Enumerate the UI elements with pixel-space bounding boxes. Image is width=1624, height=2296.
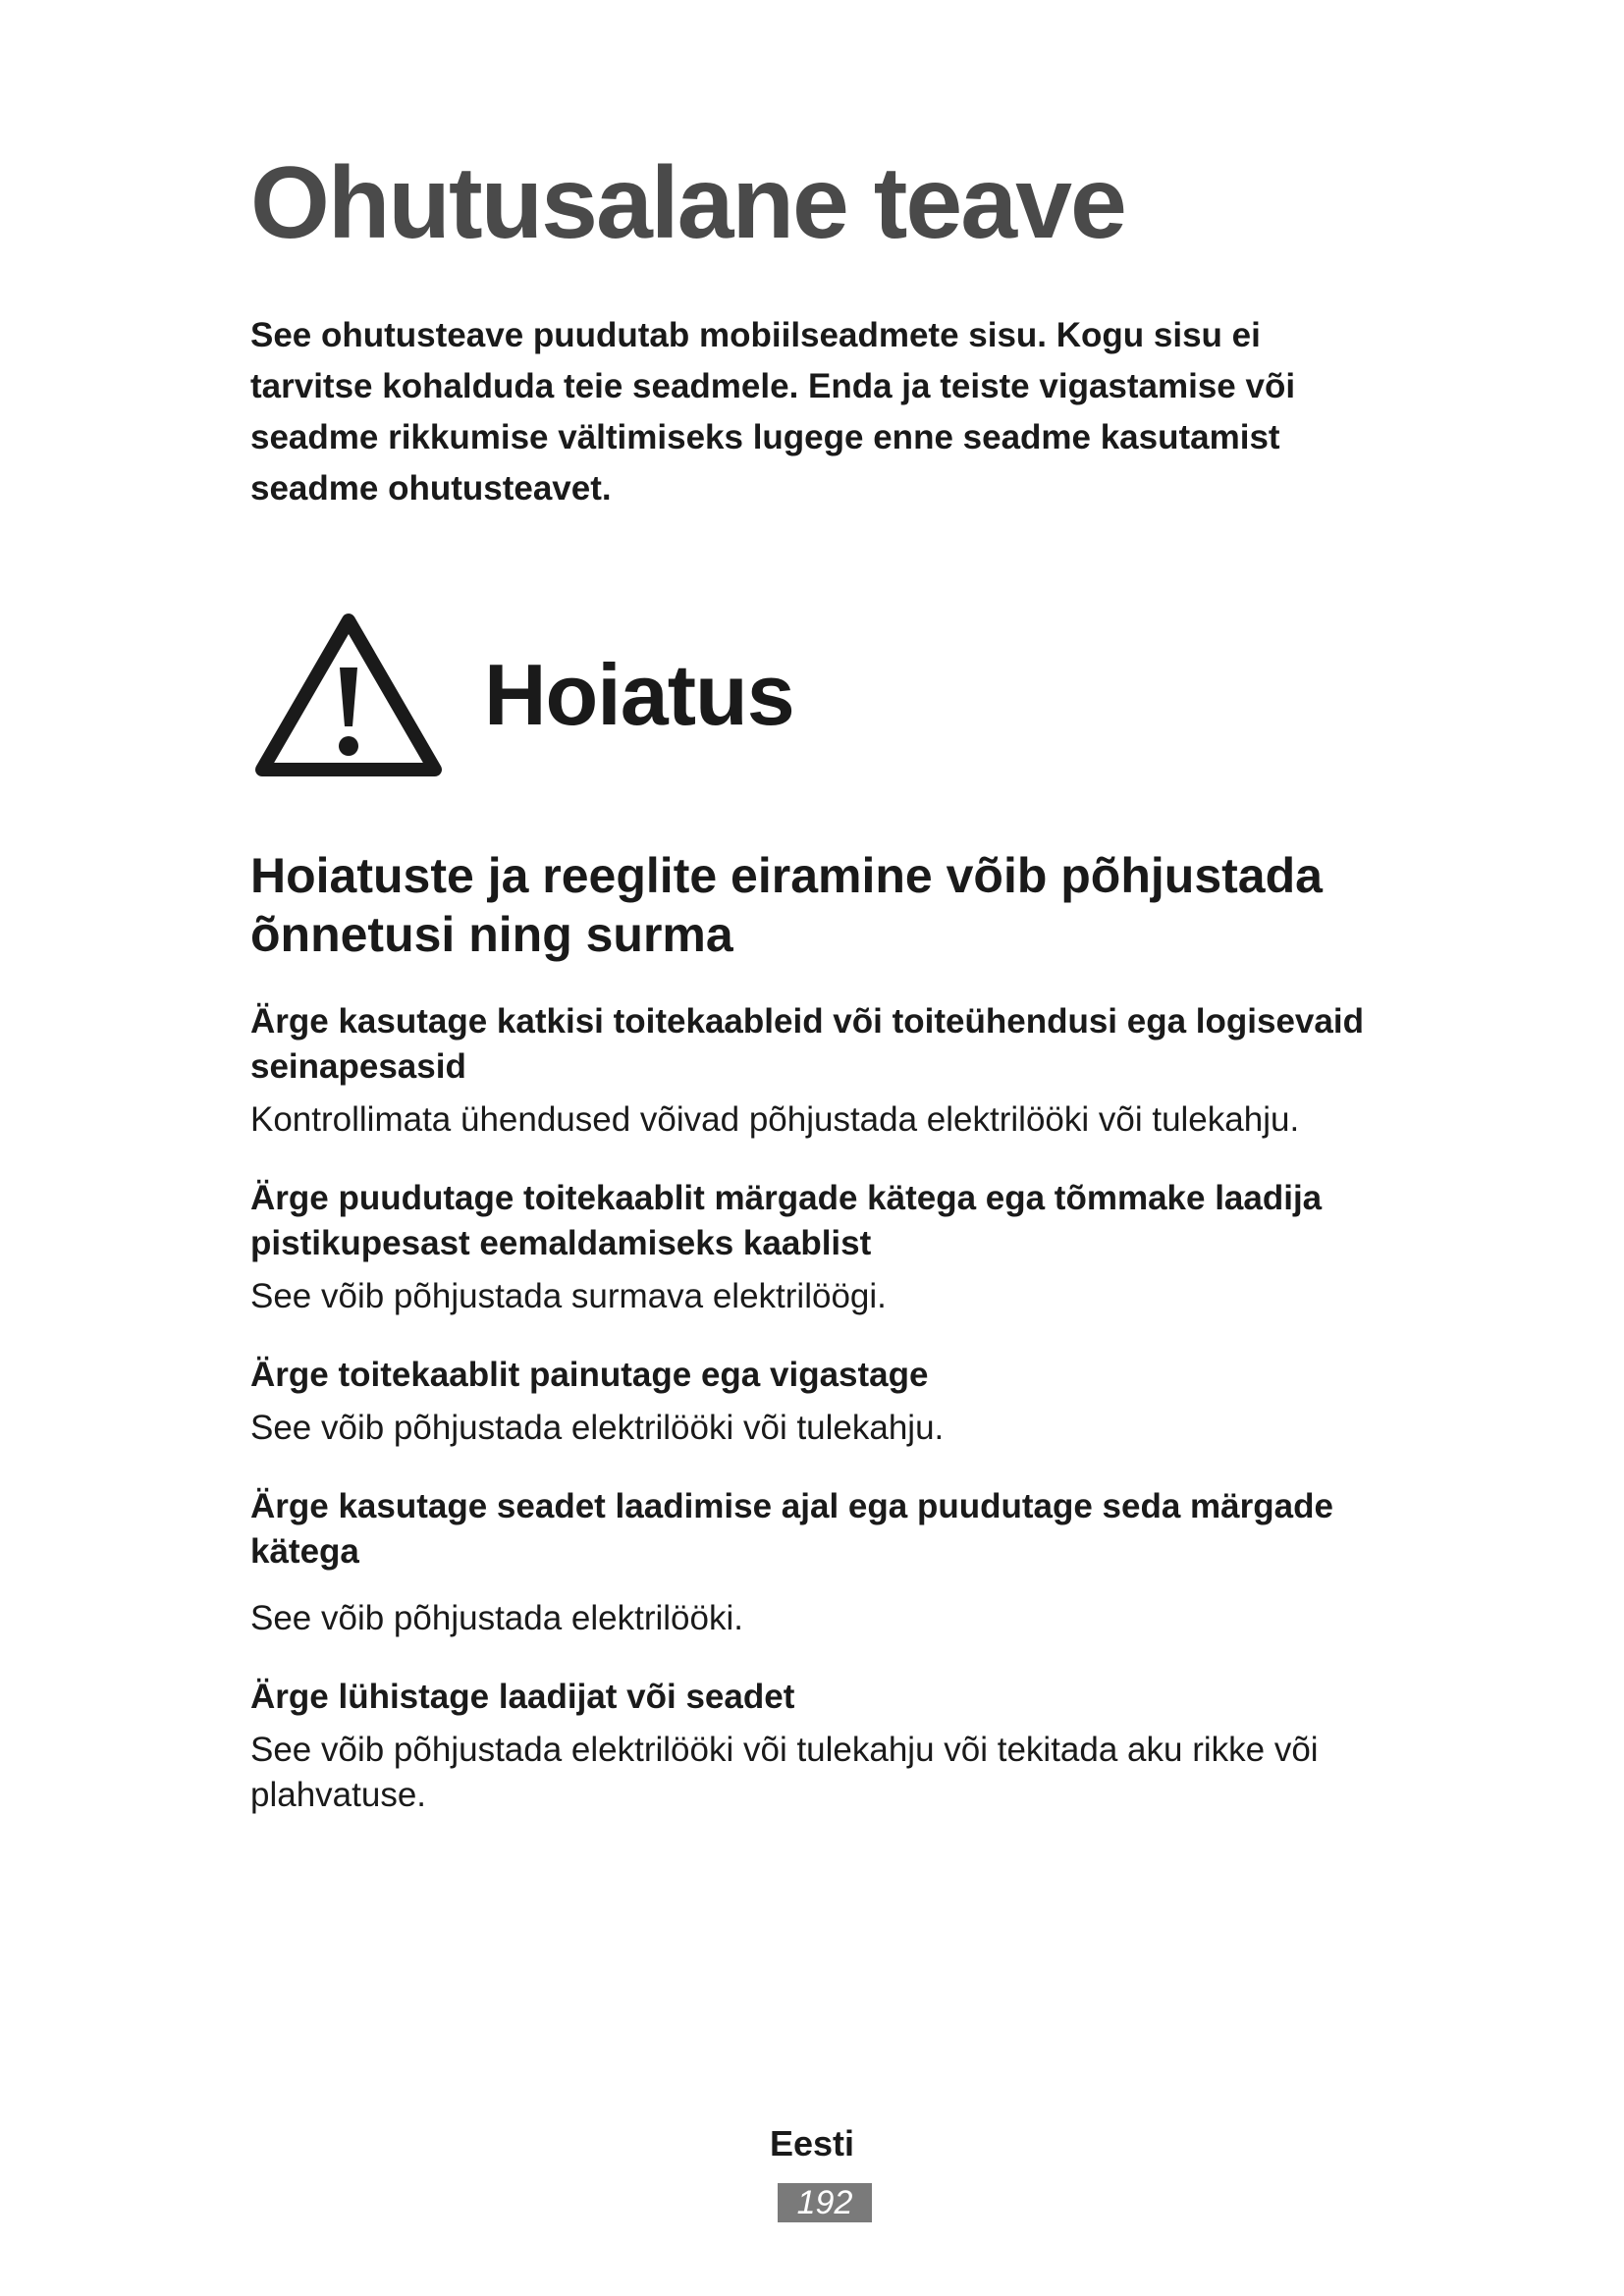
rule-item (250, 1675, 1389, 1818)
warning-header (250, 607, 794, 783)
warning-triangle-icon (250, 607, 447, 783)
rule-item (250, 999, 1389, 1143)
footer-language: Eesti (769, 2123, 855, 2163)
intro-paragraph: See ohutusteave puudutab mobiilseadmete sisu. Kogu sisu ei tarvitse kohalduda teie seadmele. Enda ja teiste vigastamise või seadme rikkumise vältimiseks lugege enne seadme kasutamist seadme ohutusteavet. (250, 316, 1296, 507)
rule-item (250, 1176, 1389, 1319)
rule-body: See võib põhjustada elektrilööki või tulekahju või tekitada aku rikke või plahvatuse. (250, 1731, 1319, 1814)
rule-body: See võib põhjustada elektrilööki või tulekahju. (250, 1409, 945, 1447)
rules-list (250, 999, 1389, 1851)
rule-heading: Ärge kasutage katkisi toitekaableid või toiteühendusi ega logisevaid seinapesasid (250, 1002, 1364, 1086)
rule-body: See võib põhjustada elektrilööki. (250, 1599, 743, 1637)
rule-heading: Ärge lühistage laadijat või seadet (250, 1678, 795, 1716)
page-title: Ohutusalane teave (250, 146, 1125, 260)
rule-body: Kontrollimata ühendused võivad põhjustada elektrilööki või tulekahju. (250, 1100, 1300, 1139)
rule-heading: Ärge toitekaablit painutage ega vigastage (250, 1356, 929, 1394)
rule-item (250, 1484, 1389, 1641)
rule-heading: Ärge puudutage toitekaablit märgade kätega ega tõmmake laadija pistikupesast eemaldamiseks kaablist (250, 1179, 1323, 1262)
rule-heading: Ärge kasutage seadet laadimise ajal ega puudutage seda märgade kätega (250, 1487, 1333, 1571)
rule-body: See võib põhjustada surmava elektrilöögi. (250, 1277, 887, 1315)
warning-title: Hoiatus (484, 646, 794, 743)
section-heading: Hoiatuste ja reeglite eiramine võib põhjustada õnnetusi ning surma (250, 848, 1323, 962)
page-number-badge: 192 (778, 2183, 872, 2222)
rule-item (250, 1353, 1389, 1451)
